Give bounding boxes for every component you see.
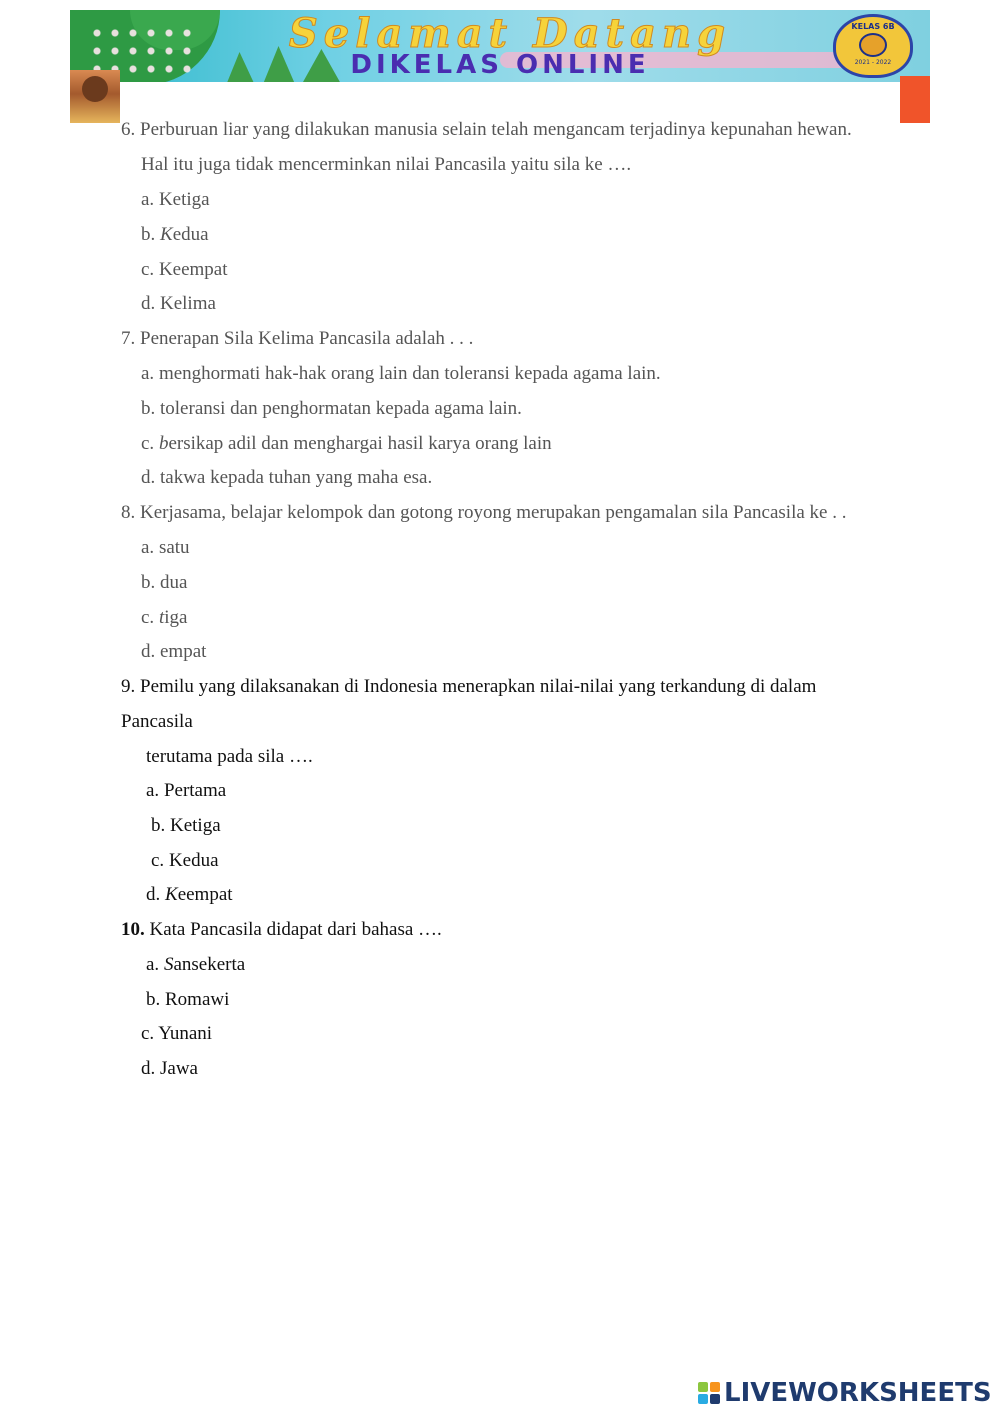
q6-option-a [141, 188, 210, 212]
question-7-text: 7. Penerapan Sila Kelima Pancasila adalah . . . [121, 328, 474, 349]
q10-option-b [146, 988, 229, 1012]
option-letter: b. [146, 989, 165, 1010]
q6-option-b [141, 223, 209, 247]
option-letter: a. [146, 954, 164, 975]
q10-option-a [146, 953, 245, 977]
accent-bar [900, 76, 930, 123]
option-text: Keempat [158, 259, 228, 280]
q8-option-d [141, 640, 206, 664]
q10-option-d [141, 1057, 198, 1081]
option-initial: K [165, 884, 178, 905]
option-initial: t [158, 607, 165, 628]
option-letter: b. [151, 815, 170, 836]
option-letter: c. [141, 1023, 159, 1044]
header-banner [70, 10, 930, 123]
option-text: menghormati hak-hak orang lain dan toleransi kepada agama lain. [158, 363, 661, 384]
option-letter: d. [141, 293, 160, 314]
option-text: satu [158, 537, 190, 558]
logo-cell [698, 1382, 708, 1392]
school-emblem-icon [859, 33, 887, 57]
option-letter: a. [141, 363, 159, 384]
option-text: eempat [177, 884, 233, 905]
option-letter: c. [141, 259, 159, 280]
q8-option-b [141, 571, 187, 595]
liveworksheets-icon [698, 1382, 720, 1404]
q8-option-c [141, 606, 187, 630]
option-text: Ketiga [170, 815, 221, 836]
question-8-text: 8. Kerjasama, belajar kelompok dan gotong royong merupakan pengamalan sila Pancasila ke . . [121, 502, 847, 523]
q10-option-c [141, 1022, 212, 1046]
option-text: empat [160, 641, 207, 662]
option-text: Pertama [163, 780, 227, 801]
option-letter: d. [146, 884, 165, 905]
question-body: Kata Pancasila didapat dari bahasa …. [144, 919, 442, 940]
banner-subtitle: DIKELAS ONLINE [350, 50, 650, 80]
q7-option-d [141, 466, 432, 490]
q7-option-b [141, 397, 522, 421]
question-9-text-cont: Pancasila [121, 711, 193, 732]
option-initial: b [158, 433, 169, 454]
badge-year: 2021 - 2022 [854, 59, 892, 66]
logo-cell [698, 1394, 708, 1404]
q8-option-a [141, 536, 190, 560]
question-10-text [121, 918, 442, 942]
student-photo [70, 70, 120, 123]
option-letter: a. [141, 537, 159, 558]
question-number: 10. [121, 919, 145, 940]
option-letter: a. [141, 189, 159, 210]
banner-title: Selamat Datang [288, 10, 732, 57]
option-letter: c. [141, 433, 159, 454]
option-text: iga [164, 607, 188, 628]
question-6-text: 6. Perburuan liar yang dilakukan manusia selain telah mengancam terjadinya kepunahan hewan. [121, 119, 852, 140]
question-9-text-cont: terutama pada sila …. [146, 746, 313, 767]
option-text: ansekerta [173, 954, 246, 975]
logo-cell [710, 1394, 720, 1404]
logo-cell [710, 1382, 720, 1392]
question-6-text-cont: Hal itu juga tidak mencerminkan nilai Pancasila yaitu sila ke …. [141, 154, 632, 175]
option-text: Kedua [168, 850, 219, 871]
q9-option-c [151, 849, 219, 873]
option-letter: c. [151, 850, 169, 871]
liveworksheets-logo[interactable] [698, 1378, 992, 1408]
q7-option-a [141, 362, 661, 386]
q7-option-c [141, 432, 552, 456]
option-text: Kelima [160, 293, 216, 314]
question-9-text: 9. Pemilu yang dilaksanakan di Indonesia menerapkan nilai-nilai yang terkandung di dalam [121, 676, 817, 697]
option-letter: a. [146, 780, 164, 801]
flower-decoration [88, 24, 198, 74]
option-text: toleransi dan penghormatan kepada agama lain. [160, 398, 522, 419]
option-letter: b. [141, 398, 160, 419]
q9-option-d [146, 883, 233, 907]
option-text: Jawa [160, 1058, 198, 1079]
q6-option-d [141, 292, 216, 316]
option-letter: d. [141, 641, 160, 662]
option-text: ersikap adil dan menghargai hasil karya orang lain [168, 433, 552, 454]
badge-class-label: KELAS 6B [851, 22, 895, 31]
option-text: dua [160, 572, 188, 593]
option-text: Ketiga [158, 189, 210, 210]
class-badge [833, 14, 913, 78]
option-text: Romawi [165, 989, 230, 1010]
q9-option-b [151, 814, 221, 838]
option-initial: S [163, 954, 174, 975]
q9-option-a [146, 779, 226, 803]
option-text: Yunani [158, 1023, 213, 1044]
banner-white-panel [120, 82, 900, 123]
option-letter: c. [141, 607, 159, 628]
option-text: edua [172, 224, 209, 245]
option-letter: b. [141, 572, 160, 593]
option-text: takwa kepada tuhan yang maha esa. [160, 467, 433, 488]
q6-option-c [141, 258, 228, 282]
option-letter: b. [141, 224, 160, 245]
option-initial: K [160, 224, 173, 245]
option-letter: d. [141, 467, 160, 488]
option-letter: d. [141, 1058, 160, 1079]
logo-text: LIVEWORKSHEETS [724, 1378, 992, 1408]
